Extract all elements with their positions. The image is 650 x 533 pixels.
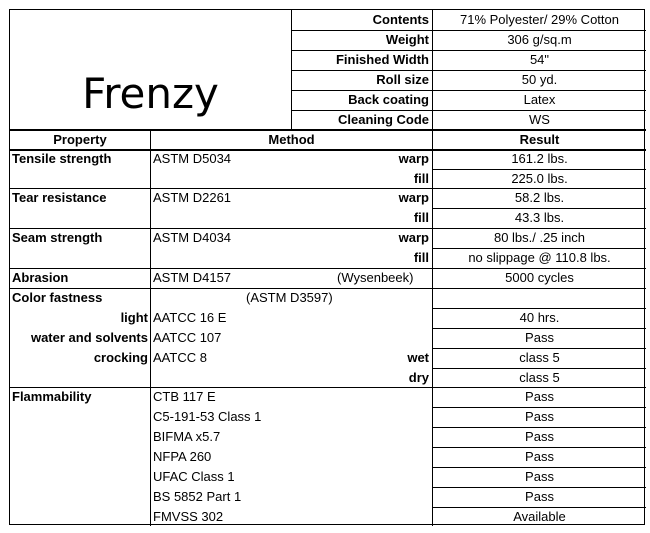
- colorfast-water-result: Pass: [525, 330, 554, 345]
- tear-fill-label: fill: [413, 210, 429, 225]
- flammability-result: Pass: [525, 469, 554, 484]
- flammability-result: Available: [513, 509, 566, 524]
- tensile-warp-label: warp: [398, 151, 429, 166]
- crocking-dry-result: class 5: [519, 370, 560, 385]
- flammability-method: FMVSS 302: [153, 509, 224, 524]
- spec-value-back-coating: Latex: [523, 92, 556, 107]
- divider: [150, 130, 151, 526]
- colorfast-light-label: light: [120, 310, 148, 325]
- colorfast-crocking-method: AATCC 8: [153, 350, 207, 365]
- flammability-method: NFPA 260: [153, 449, 212, 464]
- crocking-wet-result: class 5: [519, 350, 560, 365]
- property-flammability: Flammability: [12, 389, 92, 404]
- tear-warp-result: 58.2 lbs.: [514, 190, 565, 205]
- flammability-result: Pass: [525, 489, 554, 504]
- colorfast-crocking-label: crocking: [93, 350, 148, 365]
- seam-fill-result: no slippage @ 110.8 lbs.: [468, 250, 611, 265]
- property-tensile: Tensile strength: [12, 151, 112, 166]
- seam-fill-label: fill: [413, 250, 429, 265]
- fabric-spec-sheet: [9, 9, 645, 525]
- product-title: Frenzy: [82, 69, 219, 118]
- property-abrasion: Abrasion: [12, 270, 69, 285]
- flammability-result: Pass: [525, 409, 554, 424]
- flammability-result: Pass: [525, 389, 554, 404]
- colorfast-water-method: AATCC 107: [153, 330, 222, 345]
- tensile-fill-result: 225.0 lbs.: [511, 171, 568, 186]
- method-tensile: ASTM D5034: [153, 151, 232, 166]
- crocking-wet-label: wet: [407, 350, 429, 365]
- abrasion-note: (Wysenbeek): [337, 270, 414, 285]
- flammability-result: Pass: [525, 449, 554, 464]
- spec-label-cleaning-code: Cleaning Code: [337, 112, 429, 127]
- method-tear: ASTM D2261: [153, 190, 232, 205]
- seam-warp-label: warp: [398, 230, 429, 245]
- spec-value-cleaning-code: WS: [529, 112, 550, 127]
- spec-value-width: 54": [529, 52, 550, 67]
- flammability-method: BIFMA x5.7: [153, 429, 221, 444]
- flammability-method: CTB 117 E: [153, 389, 216, 404]
- property-seam: Seam strength: [12, 230, 103, 245]
- flammability-result: Pass: [525, 429, 554, 444]
- abrasion-result: 5000 cycles: [505, 270, 574, 285]
- spec-label-roll-size: Roll size: [376, 72, 429, 87]
- header-method: Method: [268, 132, 315, 147]
- spec-value-contents: 71% Polyester/ 29% Cotton: [460, 12, 619, 27]
- method-seam: ASTM D4034: [153, 230, 232, 245]
- flammability-method: C5-191-53 Class 1: [153, 409, 262, 424]
- tensile-fill-label: fill: [413, 171, 429, 186]
- spec-label-contents: Contents: [372, 12, 429, 27]
- header-result: Result: [519, 132, 560, 147]
- spec-label-back-coating: Back coating: [348, 92, 429, 107]
- colorfast-light-method: AATCC 16 E: [153, 310, 227, 325]
- colorfast-water-label: water and solvents: [30, 330, 148, 345]
- colorfast-light-result: 40 hrs.: [519, 310, 560, 325]
- spec-label-width: Finished Width: [335, 52, 429, 67]
- tensile-warp-result: 161.2 lbs.: [511, 151, 568, 166]
- spec-label-weight: Weight: [385, 32, 429, 47]
- flammability-method: UFAC Class 1: [153, 469, 235, 484]
- tear-warp-label: warp: [398, 190, 429, 205]
- header-property: Property: [53, 132, 107, 147]
- tear-fill-result: 43.3 lbs.: [514, 210, 565, 225]
- flammability-method: BS 5852 Part 1: [153, 489, 242, 504]
- spec-value-roll-size: 50 yd.: [521, 72, 558, 87]
- crocking-dry-label: dry: [408, 370, 429, 385]
- property-colorfastness: Color fastness: [12, 290, 103, 305]
- method-abrasion: ASTM D4157: [153, 270, 232, 285]
- method-colorfastness: (ASTM D3597): [246, 290, 333, 305]
- spec-value-weight: 306 g/sq.m: [507, 32, 572, 47]
- property-tear: Tear resistance: [12, 190, 107, 205]
- seam-warp-result: 80 lbs./ .25 inch: [493, 230, 586, 245]
